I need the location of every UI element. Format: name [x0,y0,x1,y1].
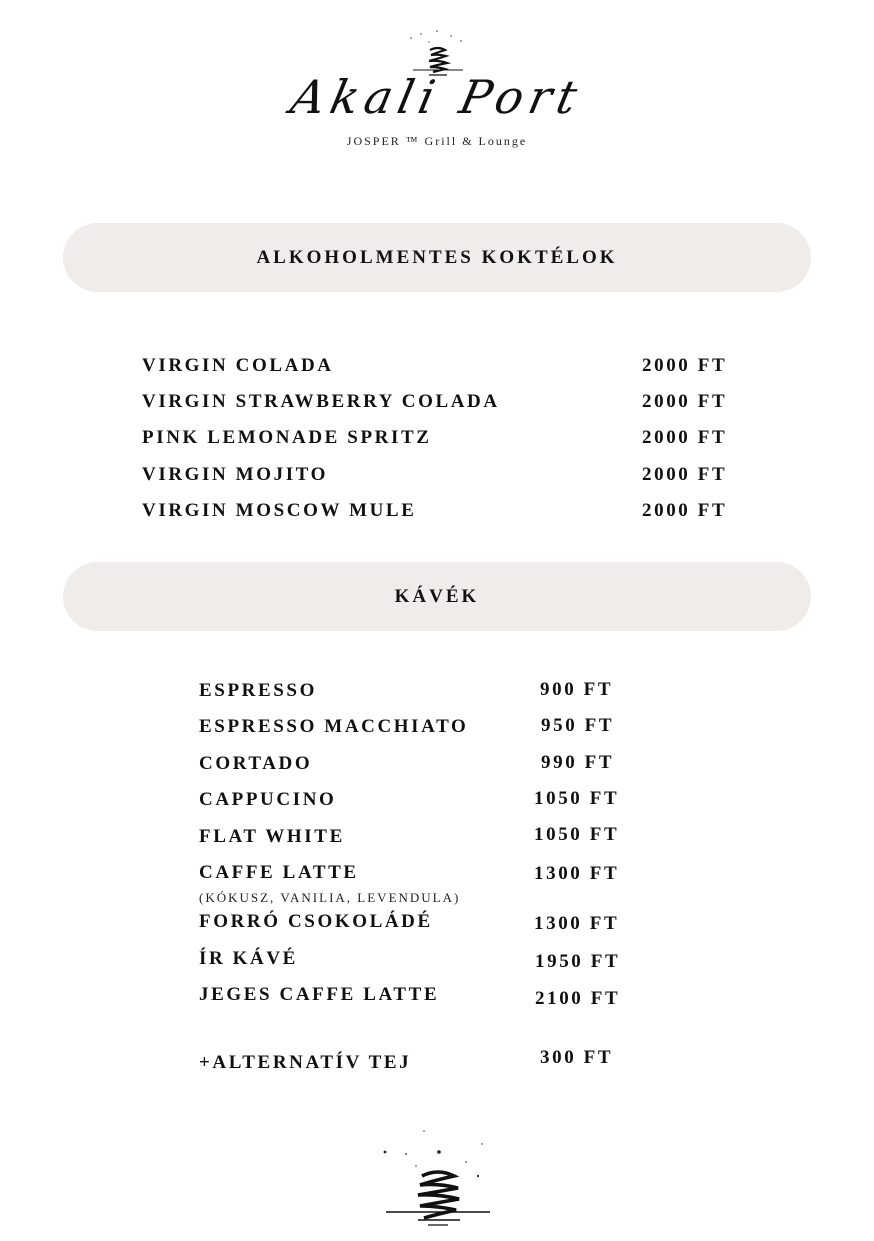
menu-item-price: 1950 FT [535,951,621,972]
menu-item-name: ÍR KÁVÉ [199,948,298,969]
menu-item-name: FLAT WHITE [199,826,345,847]
menu-item-price: 2100 FT [535,988,621,1009]
menu-item-price: 2000 FT [642,464,728,485]
menu-item-name: +ALTERNATÍV TEJ [199,1052,412,1073]
menu-item-name: ESPRESSO MACCHIATO [199,716,469,737]
menu-item-price: 300 FT [540,1047,614,1068]
section-header-alcohol-free-cocktails [63,223,811,292]
menu-item-name: VIRGIN COLADA [142,355,334,376]
menu-item-price: 1300 FT [534,913,620,934]
section-title: KÁVÉK [394,585,480,607]
menu-item-price: 2000 FT [642,391,728,412]
menu-item-price: 1300 FT [534,863,620,884]
section-title: ALKOHOLMENTES KOKTÉLOK [256,246,618,268]
menu-item-price: 950 FT [541,715,615,736]
sun-logo-icon [378,1128,496,1228]
menu-item-price: 2000 FT [642,355,728,376]
menu-item-name: FORRÓ CSOKOLÁDÉ [199,911,433,932]
menu-item-price: 2000 FT [642,427,728,448]
menu-item-note: (KÓKUSZ, VANILIA, LEVENDULA) [199,890,461,905]
menu-item-price: 2000 FT [642,500,728,521]
menu-item-name: VIRGIN STRAWBERRY COLADA [142,391,500,412]
menu-item-price: 1050 FT [534,824,620,845]
menu-item-name: CAFFE LATTE [199,862,359,883]
menu-item-name: PINK LEMONADE SPRITZ [142,427,432,448]
menu-item-name: CAPPUCINO [199,789,337,810]
menu-item-name: VIRGIN MOJITO [142,464,328,485]
menu-item-name: ESPRESSO [199,680,317,701]
menu-item-price: 1050 FT [534,788,620,809]
menu-item-name: VIRGIN MOSCOW MULE [142,500,417,521]
menu-item-price: 990 FT [541,752,615,773]
menu-item-name: CORTADO [199,753,313,774]
brand-tagline: JOSPER ™ Grill & Lounge [346,134,528,148]
menu-item-price: 900 FT [540,679,614,700]
brand-name: Akali Port [286,70,588,124]
section-header-coffees [63,562,811,631]
menu-item-name: JEGES CAFFE LATTE [199,984,440,1005]
